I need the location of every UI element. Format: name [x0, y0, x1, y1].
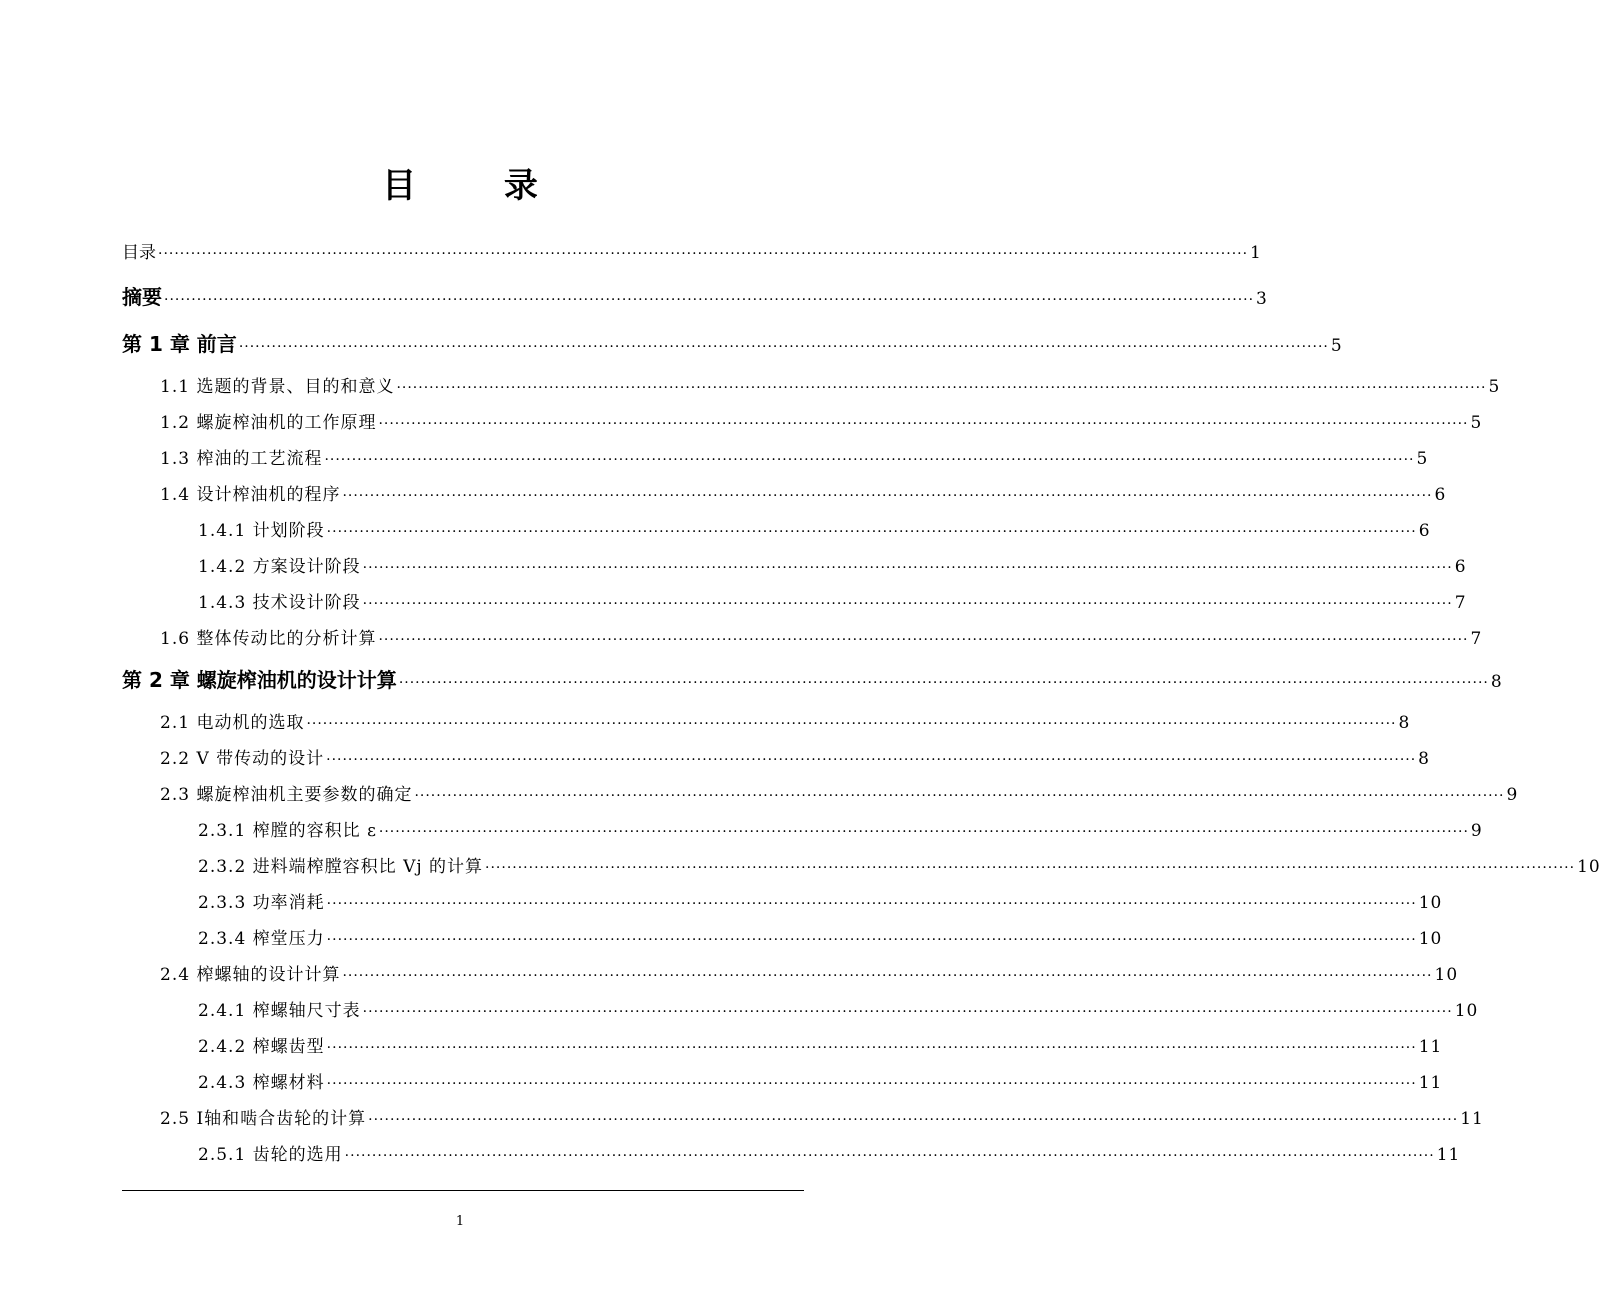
toc-entry-page: 10 — [1577, 857, 1601, 877]
leader-dots: ········································································································································································································ — [342, 488, 1433, 504]
toc-entry-page: 5 — [1330, 336, 1342, 356]
toc-entry-page: 6 — [1434, 485, 1447, 505]
leader-dots: ········································································································································································································ — [238, 339, 1329, 355]
toc-entry[interactable] — [198, 888, 1443, 913]
toc-entry[interactable] — [198, 588, 1467, 613]
toc-entry[interactable] — [160, 1104, 1484, 1129]
toc-entry[interactable] — [160, 780, 1519, 805]
leader-dots: ········································································································································································································ — [362, 560, 1453, 576]
toc-entry-page: 8 — [1418, 749, 1430, 769]
toc-entry-label: 2.3.1 榨膛的容积比 ε — [198, 821, 377, 841]
toc-entry[interactable] — [198, 552, 1467, 577]
toc-entry-page: 5 — [1488, 377, 1501, 397]
toc-entry[interactable] — [198, 1140, 1461, 1165]
toc-entry[interactable] — [198, 852, 1601, 877]
toc-entry-label: 第 1 章 前言 — [122, 332, 237, 356]
leader-dots: ········································································································································································································ — [326, 1040, 1417, 1056]
toc-entry-page: 11 — [1436, 1145, 1461, 1165]
leader-dots: ········································································································································································································ — [414, 788, 1505, 804]
toc-entry-label: 1.2 螺旋榨油机的工作原理 — [160, 413, 377, 433]
toc-entry-page: 7 — [1454, 593, 1467, 613]
toc-entry[interactable] — [160, 708, 1411, 733]
toc-entry-label: 第 2 章 螺旋榨油机的设计计算 — [122, 668, 397, 692]
leader-dots: ········································································································································································································ — [398, 675, 1489, 691]
leader-dots: ········································································································································································································ — [158, 246, 1249, 262]
toc-entry-page: 6 — [1454, 557, 1467, 577]
toc-entry[interactable] — [198, 516, 1431, 541]
toc-entry-label: 1.4 设计榨油机的程序 — [160, 485, 341, 505]
toc-entry-page: 6 — [1418, 521, 1431, 541]
toc-entry-page: 8 — [1490, 672, 1502, 692]
toc-entry-page: 10 — [1434, 965, 1459, 985]
toc-entry-page: 10 — [1418, 929, 1443, 949]
toc-entry-label: 2.5 Ⅰ轴和啮合齿轮的计算 — [160, 1109, 367, 1129]
leader-dots: ········································································································································································································ — [378, 416, 1469, 432]
leader-dots: ········································································································································································································ — [342, 968, 1433, 984]
toc-entry-page: 7 — [1470, 629, 1483, 649]
toc-entry[interactable] — [160, 480, 1447, 505]
page-title: 目 录 — [382, 166, 576, 206]
leader-dots: ········································································································································································································ — [378, 632, 1469, 648]
toc-entry-page: 10 — [1454, 1001, 1479, 1021]
toc-entry-label: 目录 — [122, 243, 156, 263]
leader-dots: ········································································································································································································ — [326, 752, 1417, 768]
toc-entry-label: 1.1 选题的背景、目的和意义 — [160, 377, 395, 397]
toc-entry-page: 5 — [1470, 413, 1483, 433]
leader-dots: ········································································································································································································ — [362, 1004, 1453, 1020]
toc-entry[interactable] — [160, 372, 1501, 397]
toc-entry[interactable] — [122, 664, 1502, 693]
toc-entry-page: 5 — [1416, 449, 1429, 469]
toc-entry[interactable] — [198, 1032, 1443, 1057]
toc-entry[interactable] — [160, 744, 1430, 769]
toc-entry-page: 3 — [1256, 289, 1267, 309]
leader-dots: ········································································································································································································ — [326, 932, 1417, 948]
toc-entry-page: 10 — [1418, 893, 1443, 913]
toc-entry-label: 1.4.1 计划阶段 — [198, 521, 325, 541]
leader-dots: ········································································································································································································ — [378, 824, 1469, 840]
leader-dots: ········································································································································································································ — [164, 292, 1255, 308]
toc-entry[interactable] — [160, 408, 1483, 433]
toc-entry-page: 8 — [1398, 713, 1411, 733]
toc-entry-label: 2.4 榨螺轴的设计计算 — [160, 965, 341, 985]
toc-entry-page: 11 — [1418, 1073, 1443, 1093]
toc-entry-label: 2.4.2 榨螺齿型 — [198, 1037, 325, 1057]
toc-entry-label: 2.3.3 功率消耗 — [198, 893, 325, 913]
toc-entry[interactable] — [160, 624, 1483, 649]
page-number: 1 — [455, 1214, 465, 1229]
toc-entry[interactable] — [198, 1068, 1443, 1093]
toc-entry-label: 2.3.2 进料端榨膛容积比 Vj 的计算 — [198, 857, 484, 877]
leader-dots: ········································································································································································································ — [368, 1112, 1459, 1128]
toc-entry-label: 摘要 — [122, 285, 162, 309]
leader-dots: ········································································································································································································ — [326, 896, 1417, 912]
toc-entry[interactable] — [122, 281, 1267, 310]
leader-dots: ········································································································································································································ — [485, 860, 1576, 876]
leader-dots: ········································································································································································································ — [362, 596, 1453, 612]
toc-entry[interactable] — [198, 924, 1443, 949]
toc-entry-label: 1.3 榨油的工艺流程 — [160, 449, 323, 469]
toc-entry[interactable] — [198, 816, 1483, 841]
toc-entry-label: 2.3.4 榨堂压力 — [198, 929, 325, 949]
toc-entry-page: 1 — [1250, 243, 1261, 263]
footer-divider — [122, 1190, 804, 1191]
leader-dots: ········································································································································································································ — [306, 716, 1397, 732]
toc-entry[interactable] — [122, 328, 1342, 357]
leader-dots: ········································································································································································································ — [344, 1148, 1435, 1164]
leader-dots: ········································································································································································································ — [326, 1076, 1417, 1092]
toc-entry-label: 2.4.3 榨螺材料 — [198, 1073, 325, 1093]
toc-entry-label: 2.4.1 榨螺轴尺寸表 — [198, 1001, 361, 1021]
toc-entry[interactable] — [160, 444, 1429, 469]
toc-entry-page: 11 — [1418, 1037, 1443, 1057]
toc-entry-label: 1.4.2 方案设计阶段 — [198, 557, 361, 577]
toc-entry-label: 2.3 螺旋榨油机主要参数的确定 — [160, 785, 413, 805]
toc-entry[interactable] — [198, 996, 1479, 1021]
toc-entry[interactable] — [122, 238, 1261, 263]
toc-entry-label: 2.5.1 齿轮的选用 — [198, 1145, 343, 1165]
toc-entry-label: 1.4.3 技术设计阶段 — [198, 593, 361, 613]
leader-dots: ········································································································································································································ — [396, 380, 1487, 396]
leader-dots: ········································································································································································································ — [326, 524, 1417, 540]
toc-entry-label: 1.6 整体传动比的分析计算 — [160, 629, 377, 649]
toc-entry-page: 11 — [1460, 1109, 1484, 1129]
toc-entry-label: 2.1 电动机的选取 — [160, 713, 305, 733]
toc-entry-label: 2.2 V 带传动的设计 — [160, 749, 325, 769]
toc-entry-page: 9 — [1506, 785, 1519, 805]
toc-entry[interactable] — [160, 960, 1459, 985]
leader-dots: ········································································································································································································ — [324, 452, 1415, 468]
toc-entry-page: 9 — [1470, 821, 1483, 841]
